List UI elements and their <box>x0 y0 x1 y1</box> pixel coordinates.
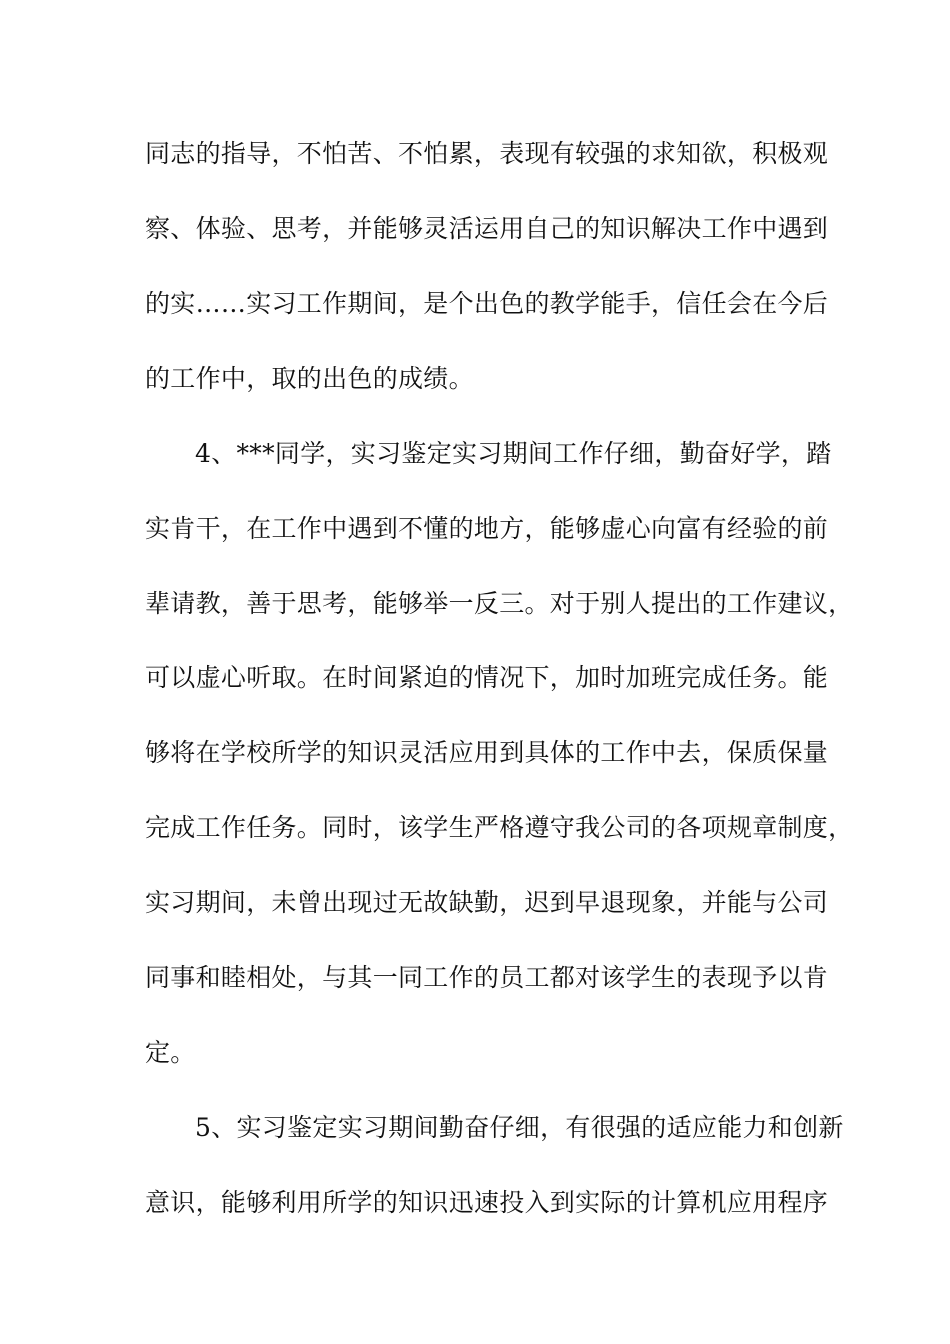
text-line: 同事和睦相处，与其一同工作的员工都对该学生的表现予以肯 <box>145 963 829 992</box>
text-line: 意识，能够利用所学的知识迅速投入到实际的计算机应用程序 <box>145 1188 829 1217</box>
text-line: 实肯干，在工作中遇到不懂的地方，能够虚心向富有经验的前 <box>145 514 829 543</box>
text-line: 定。 <box>145 1038 196 1067</box>
text-line: 同志的指导，不怕苦、不怕累，表现有较强的求知欲，积极观 <box>145 139 829 168</box>
text-line: 的实……实习工作期间，是个出色的教学能手，信任会在今后 <box>145 289 829 318</box>
text-line: 够将在学校所学的知识灵活应用到具体的工作中去，保质保量 <box>145 738 829 767</box>
text-line: 实习期间，未曾出现过无故缺勤，迟到早退现象，并能与公司 <box>145 888 829 917</box>
text-line: 完成工作任务。同时，该学生严格遵守我公司的各项规章制度， <box>145 813 854 842</box>
text-line: 察、体验、思考，并能够灵活运用自己的知识解决工作中遇到 <box>145 214 829 243</box>
text-line: 辈请教，善于思考，能够举一反三。对于别人提出的工作建议， <box>145 589 854 618</box>
paragraph-5-first-line: 5、实习鉴定实习期间勤奋仔细，有很强的适应能力和创新 <box>195 1113 844 1142</box>
text-line: 可以虚心听取。在时间紧迫的情况下，加时加班完成任务。能 <box>145 663 829 692</box>
text-line: 的工作中，取的出色的成绩。 <box>145 364 474 393</box>
paragraph-4-first-line: 4、***同学，实习鉴定实习期间工作仔细，勤奋好学，踏 <box>195 439 832 468</box>
